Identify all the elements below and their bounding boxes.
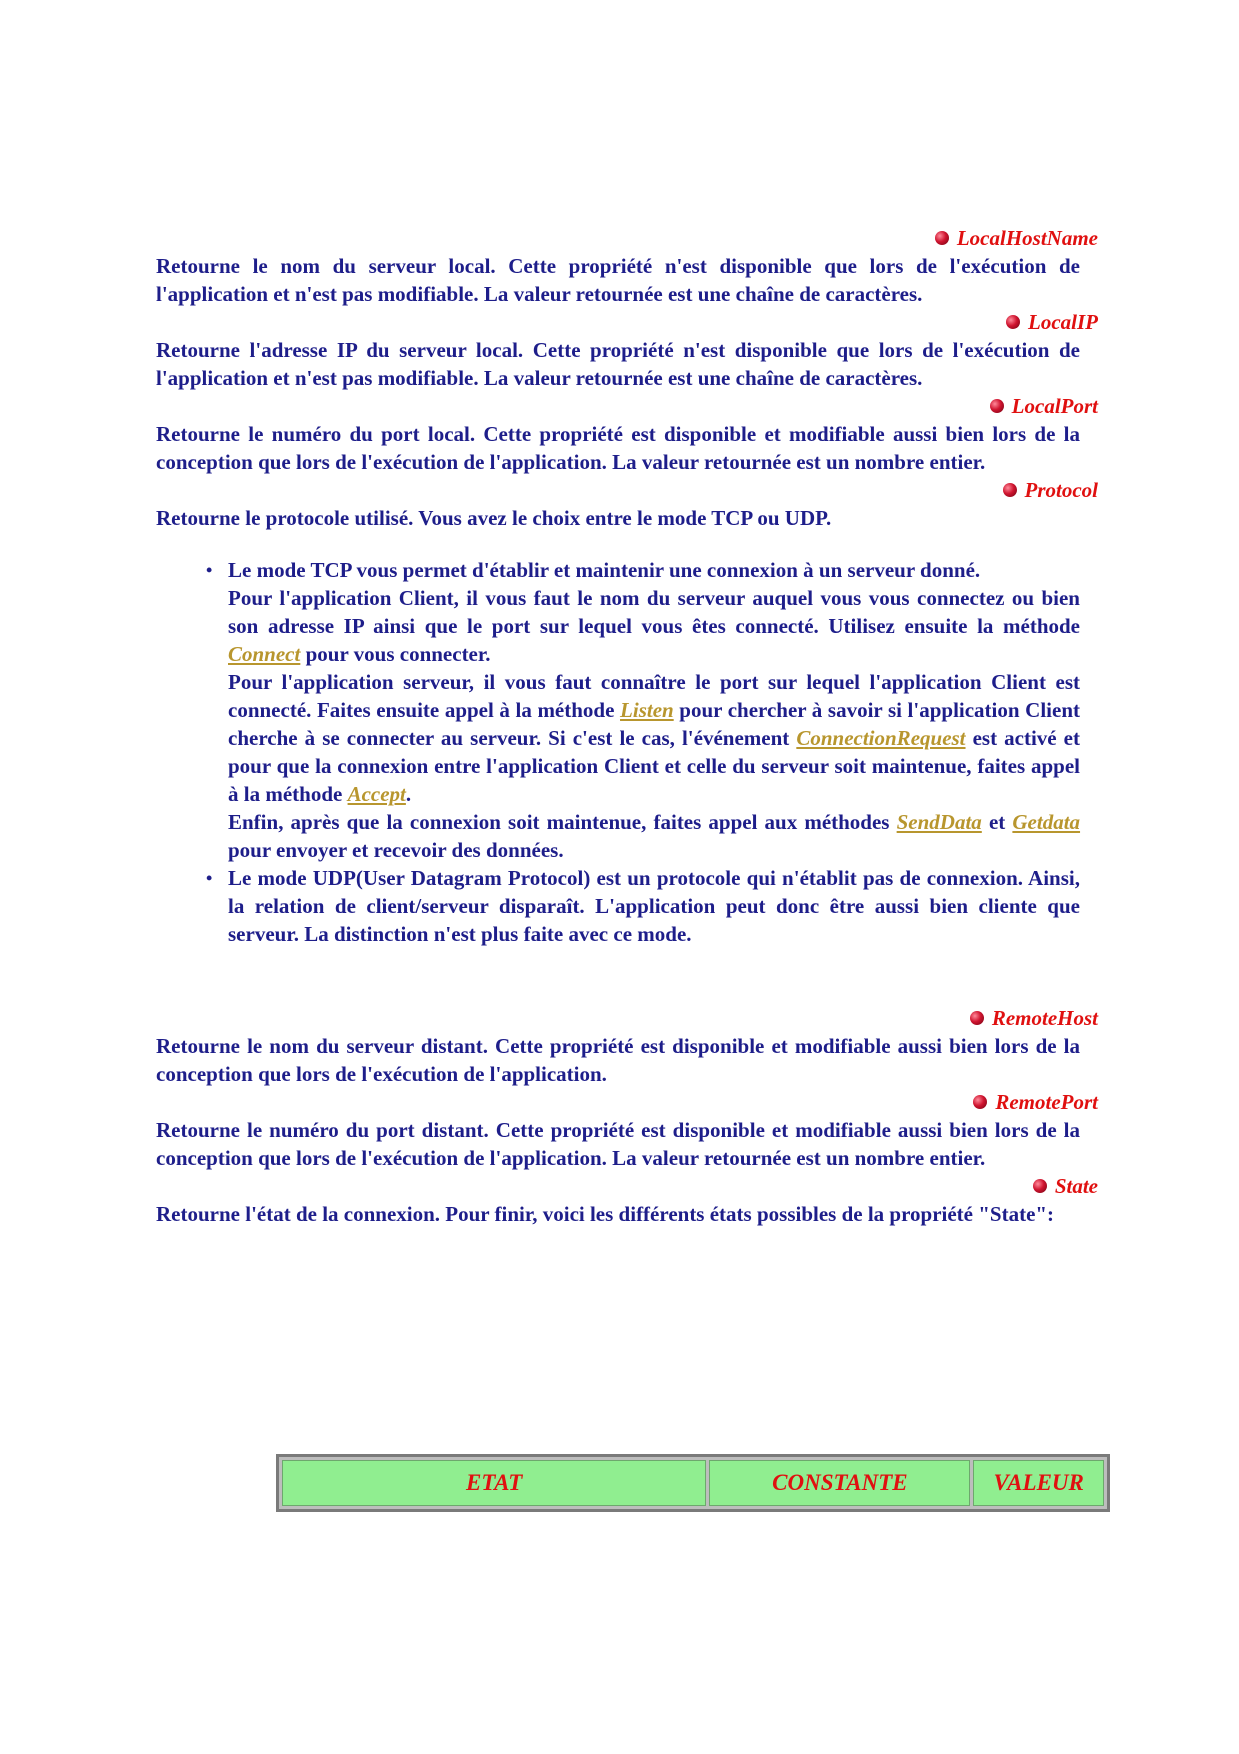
heading-localhostname: LocalHostName (156, 224, 1098, 252)
spacer (156, 948, 1098, 976)
paragraph-remotehost: Retourne le nom du serveur distant. Cette propriété est disponible et modifiable aussi bien lors de la conception que lors de l'exécution de l'application. (156, 1034, 1080, 1086)
paragraph-localhostname: Retourne le nom du serveur local. Cette propriété n'est disponible que lors de l'exécution de l'application et n'est pas modifiable. La valeur retournée est une chaîne de caractères. (156, 254, 1080, 306)
paragraph-localip: Retourne l'adresse IP du serveur local. Cette propriété n'est disponible que lors de l'exécution de l'application et n'est pas modifiable. La valeur retournée est une chaîne de caractères. (156, 338, 1080, 390)
red-ball-icon (973, 1095, 987, 1109)
column-header-etat: ETAT (282, 1460, 706, 1506)
red-ball-icon (990, 399, 1004, 413)
heading-localport: LocalPort (156, 392, 1098, 420)
column-header-valeur: VALEUR (973, 1460, 1104, 1506)
paragraph-localport: Retourne le numéro du port local. Cette propriété est disponible et modifiable aussi bien lors de la conception que lors de l'exécution de l'application. La valeur retournée est un nombre entier. (156, 422, 1080, 474)
red-ball-icon (970, 1011, 984, 1025)
heading-remotehost: RemoteHost (156, 1004, 1098, 1032)
red-ball-icon (1006, 315, 1020, 329)
column-header-constante: CONSTANTE (709, 1460, 970, 1506)
paragraph-state: Retourne l'état de la connexion. Pour finir, voici les différents états possibles de la propriété "State": (156, 1202, 1055, 1226)
heading-state: State (156, 1172, 1098, 1200)
listen-link[interactable]: Listen (620, 698, 674, 722)
spacer (156, 976, 1098, 1004)
getdata-link[interactable]: Getdata (1012, 810, 1081, 834)
red-ball-icon (1033, 1179, 1047, 1193)
paragraph-remoteport: Retourne le numéro du port distant. Cette propriété est disponible et modifiable aussi bien lors de la conception que lors de l'exécution de l'application. La valeur retournée est un nombre entier. (156, 1118, 1080, 1170)
list-item-udp: • Le mode UDP(User Datagram Protocol) est un protocole qui n'établit pas de connexion. Ainsi, la relation de client/serveur disparaît. L'application peut donc être aussi bien cliente que serveur. La distinction n'est plus faite avec ce mode. (216, 864, 1080, 948)
document-body (156, 224, 1098, 1228)
state-table (276, 1454, 1110, 1512)
red-ball-icon (1003, 483, 1017, 497)
list-item-tcp: • Le mode TCP vous permet d'établir et maintenir une connexion à un serveur donné. Pour l'application Client, il vous faut le nom du serveur auquel vous vous connectez ou bien son adresse IP ainsi que le port sur lequel vous êtes connecté. Utilisez ensuite la méthode Connect pour vous connecter. Pour l'application serveur, il vous faut connaître le port sur lequel l'application Client est connecté. Faites ensuite appel à la méthode Listen pour chercher à savoir si l'application Client cherche à se connecter au serveur. Si c'est le cas, l'événement ConnectionRequest est activé et pour que la connexion entre l'application Client et celle du serveur soit maintenue, faites appel à la méthode Accept. Enfin, après que la connexion soit maintenue, faites appel aux méthodes SendData et Getdata pour envoyer et recevoir des données. (216, 556, 1080, 864)
heading-localip: LocalIP (156, 308, 1098, 336)
heading-protocol: Protocol (156, 476, 1098, 504)
heading-remoteport: RemotePort (156, 1088, 1098, 1116)
protocol-mode-list (156, 556, 1080, 948)
red-ball-icon (935, 231, 949, 245)
table-header-row (282, 1460, 1104, 1506)
connect-link[interactable]: Connect (228, 642, 301, 666)
senddata-link[interactable]: SendData (896, 810, 982, 834)
paragraph-protocol: Retourne le protocole utilisé. Vous avez le choix entre le mode TCP ou UDP. (156, 506, 832, 530)
accept-link[interactable]: Accept (347, 782, 406, 806)
connectionrequest-link[interactable]: ConnectionRequest (796, 726, 966, 750)
